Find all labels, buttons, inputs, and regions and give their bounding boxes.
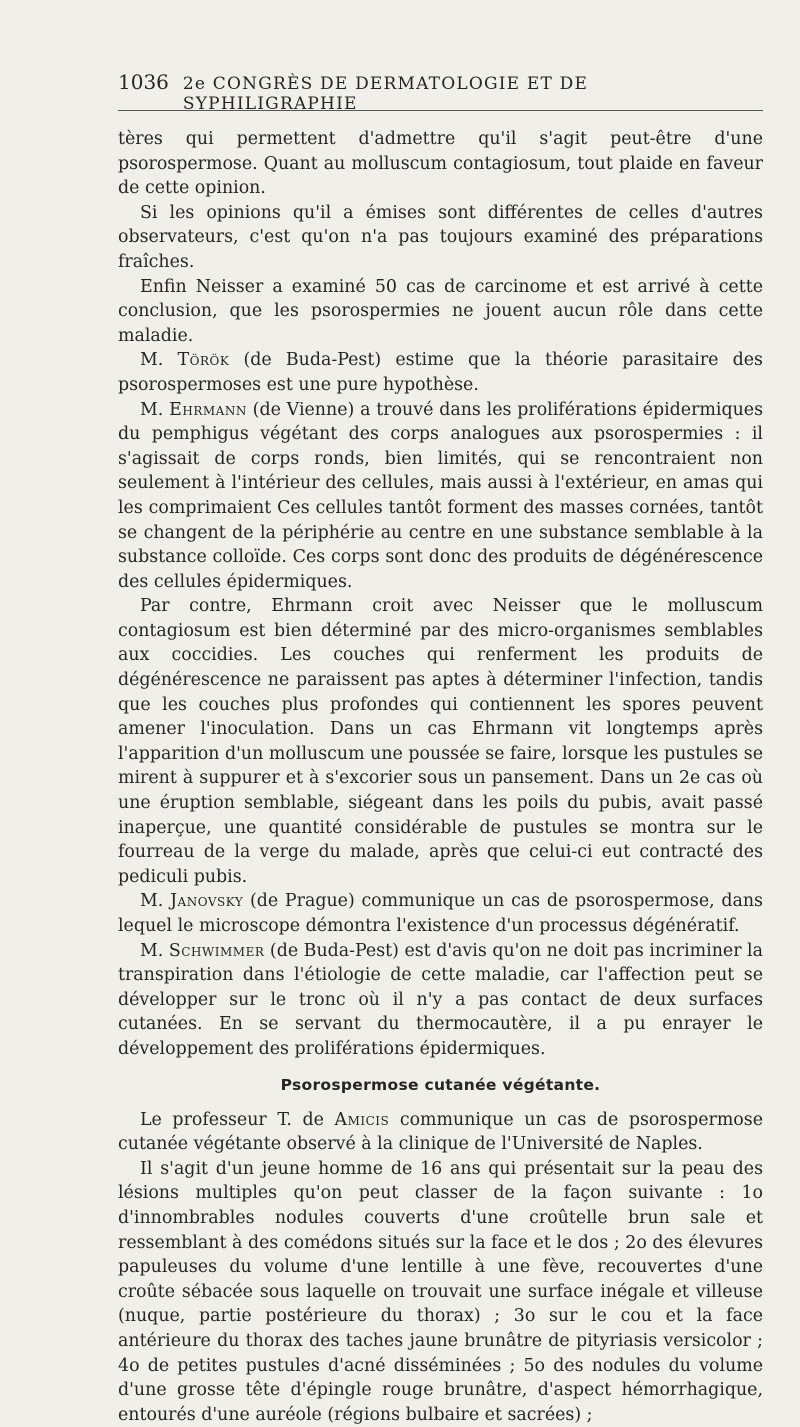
running-head [118,70,763,114]
section-title: Psorospermose cutanée végétante. [280,1075,601,1094]
author-name: Janovsky [170,891,244,912]
author-name: Török [177,350,230,371]
author-name: Schwimmer [168,940,265,961]
paragraph: tères qui permettent d'admettre qu'il s'agit peut-être d'une psorospermose. Quant au molluscum contagiosum, tout plaide en faveur de cette opinion. [118,129,763,199]
running-title: 2e CONGRÈS DE DERMATOLOGIE ET DE SYPHILIGRAPHIE [182,74,589,114]
page-number: 1036 [118,70,169,94]
page [118,70,763,1427]
paragraph: Par contre, Ehrmann croit avec Neisser que le molluscum contagiosum est bien déterminé par des micro-organismes semblables aux coccidies. Les couches qui renferment les produits de dégénérescence ne paraissent pas aptes à déterminer l'infection, tandis que les couches plus profondes qui contiennent les spores peuvent amener l'inoculation. Dans un cas Ehrmann vit longtemps après l'apparition d'un molluscum une poussée se faire, lorsque les pustules se mirent à suppurer et à s'excorier sous un pansement. Dans un 2e cas où une éruption semblable, siégeant dans les poils du pubis, avait passé inaperçue, une quantité considérable de pustules se montra sur le fourreau de la verge du malade, après que celui-ci eut contracté des pediculi pubis. [118,596,763,887]
author-name: Amicis [334,1109,390,1130]
paragraph: Si les opinions qu'il a émises sont différentes de celles d'autres observateurs, c'est qu'on n'a pas toujours examiné des préparations fraîches. [118,202,763,272]
paragraph: M. Schwimmer (de Buda-Pest) est d'avis qu'on ne doit pas incriminer la transpiration dans l'étiologie de cette maladie, car l'affection peut se développer sur le tronc où il n'y a pas contact de deux surfaces cutanées. En se servant du thermocautère, il a pu enrayer le développement des proliférations épidermiques. [118,940,763,1059]
paragraph: M. Török (de Buda-Pest) estime que la théorie parasitaire des psorospermoses est une pure hypothèse. [118,350,763,395]
paragraph: M. Ehrmann (de Vienne) a trouvé dans les proliférations épidermiques du pemphigus végétant des corps analogues aux psorospermies : il s'agissait de corps ronds, bien limités, qui se rencontraient non seulement à l'intérieur des cellules, mais aussi à l'extérieur, en amas qui les comprimaient Ces cellules tantôt forment des masses cornées, tantôt se changent de la périphérie au centre en une substance semblable à la substance colloïde. Ces corps sont donc des produits de dégénérescence des cellules épidermiques. [118,399,763,592]
paragraph: Le professeur T. de Amicis communique un cas de psorospermose cutanée végétante observé à la clinique de l'Université de Naples. [118,1109,763,1155]
author-name: Ehrmann [169,399,247,420]
paragraph: Il s'agit d'un jeune homme de 16 ans qui présentait sur la peau des lésions multiples qu'on peut classer de la façon suivante : 1o d'innombrables nodules couverts d'une croûtelle brun sale et ressemblant à des comédons situés sur la face et le dos ; 2o des élevures papuleuses du volume d'une lentille à une fève, recouvertes d'une croûte sébacée sous laquelle on trouvait une surface inégale et villeuse (nuque, partie postérieure du thorax) ; 3o sur le cou et la face antérieure du thorax des taches jaune brunâtre de pityriasis versicolor ; 4o de petites pustules d'acné disséminées ; 5o des nodules du volume d'une grosse tête d'épingle rouge brunâtre, d'aspect hémorrhagique, entourés d'une auréole (régions bulbaire et sacrées) ; [118,1158,763,1425]
paragraph: Enfin Neisser a examiné 50 cas de carcinome et est arrivé à cette conclusion, que les psorospermies ne jouent aucun rôle dans cette maladie. [118,276,763,346]
paragraph: M. Janovsky (de Prague) communique un cas de psorospermose, dans lequel le microscope démontra l'existence d'un processus dégénératif. [118,891,763,936]
